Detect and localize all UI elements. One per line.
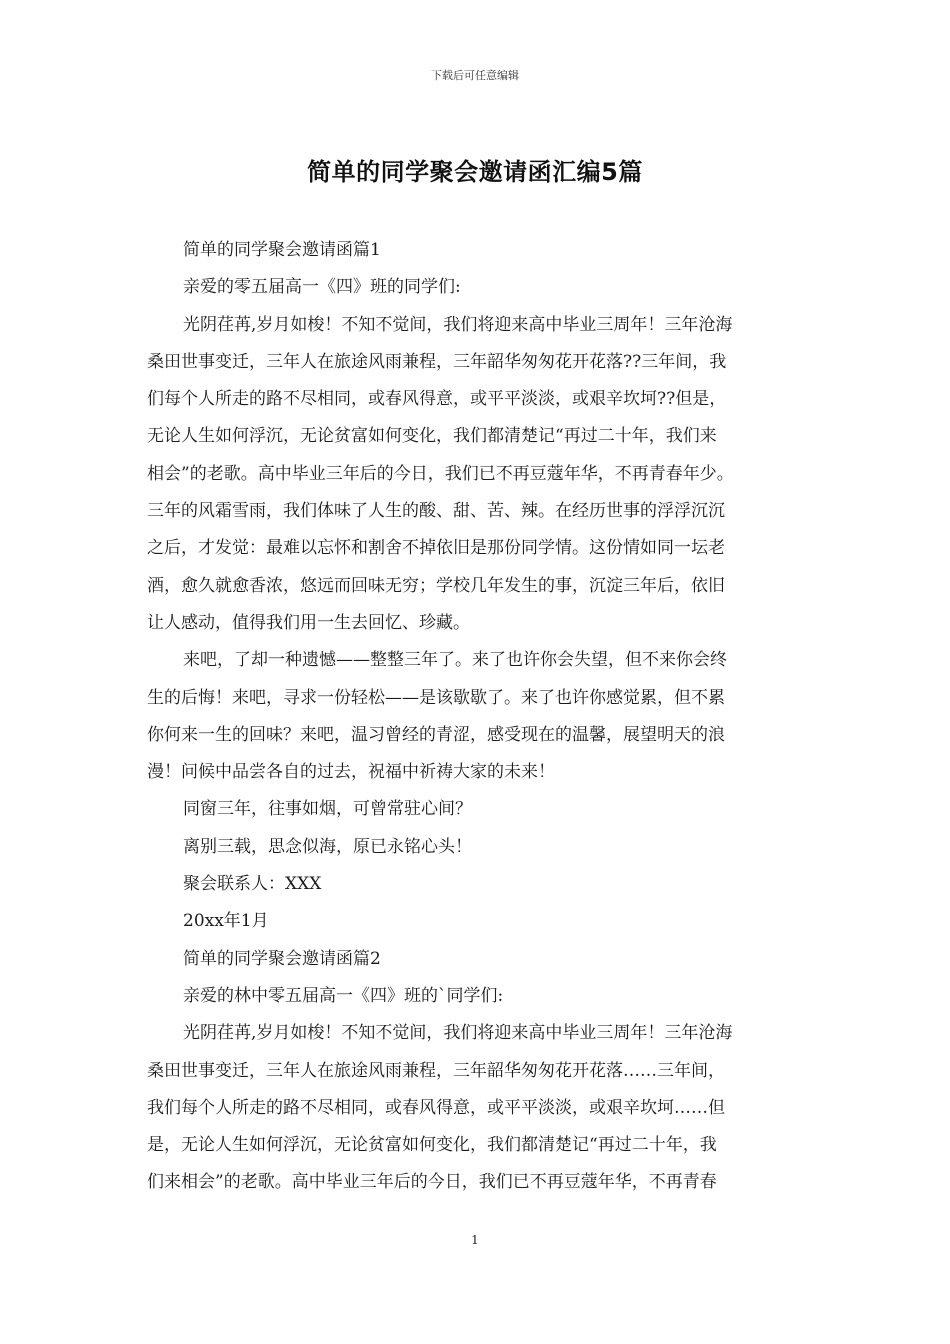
text-line: 之后，才发觉：最难以忘怀和割舍不掉依旧是那份同学情。这份情如同一坛老 <box>147 538 725 559</box>
text-line: 们来相会”的老歌。高中毕业三年后的今日，我们已不再豆蔻年华，不再青春 <box>147 1172 717 1193</box>
text-line: 是，无论人生如何浮沉，无论贫富如何变化，我们都清楚记“再过二十年，我 <box>147 1135 717 1156</box>
text-line: 你何来一生的回味？来吧，温习曾经的青涩，感受现在的温馨，展望明天的浪 <box>147 724 725 745</box>
text-line: 简单的同学聚会邀请函篇2 <box>183 948 381 969</box>
text-line: 三年的风霜雪雨，我们体味了人生的酸、甜、苦、辣。在经历世事的浮浮沉沉 <box>147 501 725 522</box>
text-line: 们每个人所走的路不尽相同，或春风得意，或平平淡淡，或艰辛坎坷??但是， <box>147 389 727 410</box>
text-line: 酒，愈久就愈香浓，悠远而回味无穷；学校几年发生的事，沉淀三年后，依旧 <box>147 575 725 596</box>
text-line: 漫！问候中品尝各自的过去，祝福中祈祷大家的未来！ <box>147 762 555 783</box>
page-header: 下载后可任意编辑 <box>431 69 519 82</box>
text-line: 无论人生如何浮沉，无论贫富如何变化，我们都清楚记“再过二十年，我们来 <box>147 426 717 447</box>
text-line: 20xx年1月 <box>183 911 269 932</box>
document-body <box>147 232 807 1202</box>
text-line: 来吧，了却一种遗憾——整整三年了。来了也许你会失望，但不来你会终 <box>183 650 727 671</box>
text-line: 生的后悔！来吧，寻求一份轻松——是该歇歇了。来了也许你感觉累，但不累 <box>147 687 725 708</box>
text-line: 聚会联系人：XXX <box>183 874 322 895</box>
page-number: 1 <box>471 1233 479 1247</box>
text-line: 我们每个人所走的路不尽相同，或春风得意，或平平淡淡，或艰辛坎坷……但 <box>147 1097 725 1118</box>
text-line: 相会”的老歌。高中毕业三年后的今日，我们已不再豆蔻年华，不再青春年少。 <box>147 463 734 484</box>
text-line: 离别三载，思念似海，原已永铭心头！ <box>183 836 472 857</box>
text-line: 亲爱的林中零五届高一《四》班的`同学们: <box>183 985 504 1006</box>
text-line: 让人感动，值得我们用一生去回忆、珍藏。 <box>147 612 470 633</box>
document-title: 简单的同学聚会邀请函汇编5篇 <box>307 158 643 186</box>
text-line: 桑田世事变迁，三年人在旅途风雨兼程，三年韶华匆匆花开花落??三年间，我 <box>147 351 727 372</box>
text-line: 亲爱的零五届高一《四》班的同学们: <box>183 277 461 298</box>
text-line: 同窗三年，往事如烟，可曾常驻心间？ <box>183 799 472 820</box>
text-line: 光阴荏苒,岁月如梭！不知不觉间，我们将迎来高中毕业三周年！三年沧海 <box>183 1023 733 1044</box>
text-line: 光阴荏苒,岁月如梭！不知不觉间，我们将迎来高中毕业三周年！三年沧海 <box>183 314 733 335</box>
text-line: 简单的同学聚会邀请函篇1 <box>183 240 381 260</box>
text-line: 桑田世事变迁，三年人在旅途风雨兼程，三年韶华匆匆花开花落……三年间， <box>147 1060 725 1081</box>
